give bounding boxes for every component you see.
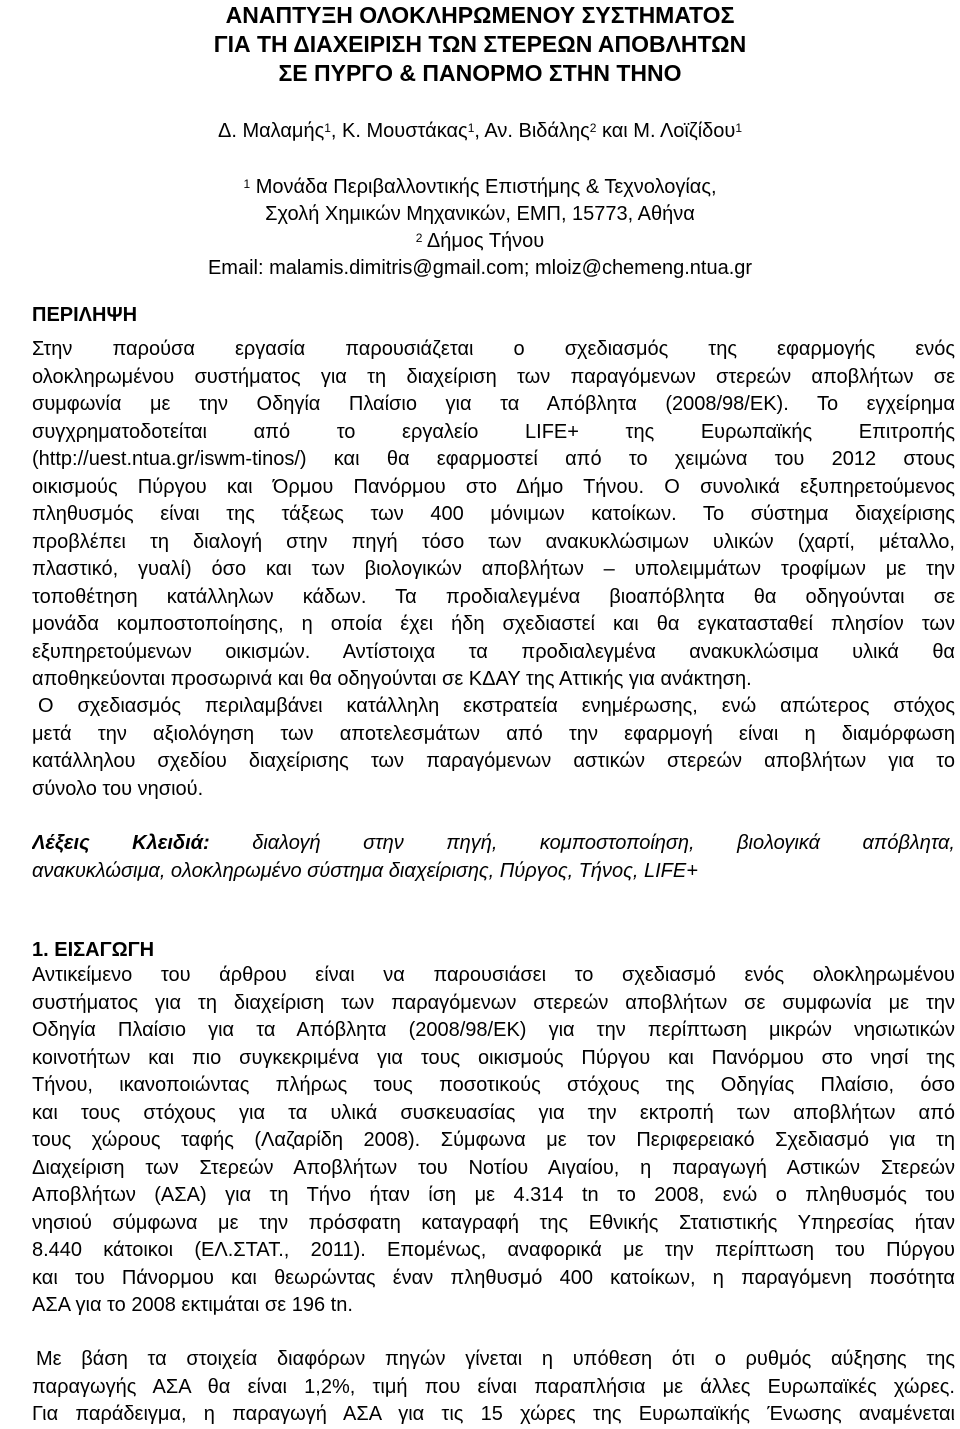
text-line: 8.440 κάτοικοι (ΕΛ.ΣΤΑΤ., 2011). Επομένως, αναφορικά με την περίπτωση του Πύργου — [32, 1239, 955, 1261]
text-line: μονάδα κομποστοποίησης, η οποία έχει ήδη σχεδιαστεί και θα εγκατασταθεί πλησίον των — [32, 613, 955, 635]
intro-heading: 1. ΕΙΣΑΓΩΓΗ — [32, 939, 155, 961]
affiliation-marker: 1 — [735, 121, 743, 135]
text-line: μετά την αξιολόγηση των αποτελεσμάτων από την εφαρμογή είναι η διαμόρφωση — [32, 722, 955, 745]
keywords-text: διαλογή στην πηγή, κομποστοποίηση, βιολογικά απόβλητα, — [209, 832, 955, 854]
author-name: , Κ. Μουστάκας — [330, 120, 468, 142]
abstract-paragraph-1 — [32, 336, 955, 694]
text-line: προβλέπει τη διαλογή στην πηγή τόσο των ανακυκλώσιμων υλικών (χαρτί, μέταλλο, — [32, 530, 955, 553]
text-line: κοινοτήτων και πιο συγκεκριμένα για τους οικισμούς Πύργου και Πανόρμου στο νησί της — [32, 1046, 955, 1069]
paper-title-line-1: ΑΝΑΠΤΥΞΗ ΟΛΟΚΛΗΡΩΜΕΝΟΥ ΣΥΣΤΗΜΑΤΟΣ — [225, 2, 735, 28]
affiliation-marker: 1 — [324, 121, 331, 135]
text-line: Για παράδειγμα, η παραγωγή ΑΣΑ για τις 15 χώρες της Ευρωπαϊκής Ένωσης αναμένεται — [32, 1403, 955, 1425]
text-line: αποθηκεύονται προσωρινά και θα οδηγούνται σε ΚΔΑΥ της Αττικής για ανάκτηση. — [32, 668, 752, 690]
text-line: συμφωνία με την Οδηγία Πλαίσιο για τα Απόβλητα (2008/98/ΕΚ). Το εγχείρημα — [32, 393, 955, 415]
text-line: Αποβλήτων (ΑΣΑ) για τη Τήνο ήταν ίση με 4.314 tn το 2008, ενώ ο πληθυσμός του — [32, 1184, 955, 1206]
text-line: τους χώρους ταφής (Λαζαρίδη 2008). Σύμφωνα με τον Περιφερειακό Σχεδιασμό για τη — [32, 1129, 955, 1151]
author-line — [0, 118, 960, 145]
author-name: Δ. Μαλαμής — [217, 120, 325, 142]
keywords — [32, 829, 955, 885]
text-line: Τήνου, ικανοποιώντας πλήρως τους ποσοτικούς στόχους της Οδηγίας Πλαίσιο, όσο — [32, 1074, 955, 1096]
text-line: Με βάση τα στοιχεία διαφόρων πηγών γίνεται η υπόθεση ότι ο ρυθμός αύξησης της — [36, 1348, 955, 1370]
abstract-heading: ΠΕΡΙΛΗΨΗ — [32, 304, 138, 326]
text-line: πλαστικό, γυαλί) όσο και των βιολογικών αποβλήτων – υπολειμμάτων τροφίμων με την — [32, 558, 955, 580]
text-line: παραγωγής ΑΣΑ θα είναι 1,2%, τιμή που είναι παραπλήσια με άλλες Ευρωπαϊκές χώρες. — [32, 1375, 955, 1398]
affiliation-1-line-1 — [0, 174, 960, 201]
text-line: Οδηγία Πλαίσιο για τα Απόβλητα (2008/98/ΕΚ) για την περίπτωση μικρών νησιωτικών — [32, 1019, 955, 1041]
affiliation-text: Μονάδα Περιβαλλοντικής Επιστήμης & Τεχνολογίας, — [250, 176, 717, 198]
intro-paragraph-1 — [32, 962, 955, 1320]
text-line: σύνολο του νησιού. — [32, 777, 204, 800]
author-name: , Αν. Βιδάλης — [474, 120, 590, 142]
text-line: οικισμούς Πύργου και Όρμου Πανόρμου στο Δήμο Τήνου. Ο συνολικά εξυπηρετούμενος — [32, 475, 955, 498]
text-line: και του Πάνορμου και θεωρώντας έναν πληθυσμό 400 κατοίκων, η παραγόμενη ποσότητα — [32, 1266, 955, 1289]
affiliation-marker: 2 — [415, 231, 423, 245]
text-line: συστήματος για τη διαχείριση των παραγόμενων στερεών αποβλήτων σε συμφωνία με την — [32, 991, 955, 1014]
keywords-line-1 — [32, 829, 955, 857]
text-line: τοποθέτηση κατάλληλων κάδων. Τα προδιαλεγμένα βιοαπόβλητα θα οδηγούνται σε — [32, 585, 955, 608]
intro-paragraph-2 — [32, 1346, 955, 1429]
affiliation-marker: 1 — [243, 177, 251, 191]
text-line: Διαχείριση των Στερεών Αποβλήτων του Νοτίου Αιγαίου, η παραγωγή Αστικών Στερεών — [32, 1156, 955, 1179]
text-line: Αντικείμενο του άρθρου είναι να παρουσιάσει το σχεδιασμό ενός ολοκληρωμένου — [32, 964, 955, 986]
text-line: νησιού σύμφωνα με την πρόσφατη καταγραφή της Εθνικής Στατιστικής Υπηρεσίας ήταν — [32, 1211, 955, 1234]
text-line: κατάλληλου σχεδίου διαχείρισης των παραγόμενων αστικών στερεών αποβλήτων για το — [32, 750, 955, 772]
abstract-paragraph-2 — [32, 693, 955, 803]
paper-title-line-3: ΣΕ ΠΥΡΓΟ & ΠΑΝΟΡΜΟ ΣΤΗΝ ΤΗΝΟ — [278, 60, 682, 86]
text-line: συγχρηματοδοτείται από το εργαλείο LIFE+ της Ευρωπαϊκής Επιτροπής — [32, 420, 955, 443]
affiliation-marker: 2 — [589, 121, 597, 135]
affiliation-marker: 1 — [467, 121, 475, 135]
text-line: ολοκληρωμένου συστήματος για τη διαχείριση των παραγόμενων στερεών αποβλήτων σε — [32, 365, 955, 388]
affiliation-text: Δήμος Τήνου — [422, 230, 545, 252]
keywords-label: Λέξεις Κλειδιά: — [32, 832, 210, 854]
paper-title-line-2: ΓΙΑ ΤΗ ΔΙΑΧΕΙΡΙΣΗ ΤΩΝ ΣΤΕΡΕΩΝ ΑΠΟΒΛΗΤΩΝ — [213, 31, 747, 57]
text-line: πληθυσμός είναι της τάξεως των 400 μόνιμων κατοίκων. Το σύστημα διαχείρισης — [32, 503, 955, 525]
affiliation-1-line-2: Σχολή Χημικών Μηχανικών, ΕΜΠ, 15773, Αθήνα — [265, 203, 695, 225]
text-line: (http://uest.ntua.gr/iswm-tinos/) και θα εφαρμοστεί από το χειμώνα του 2012 στους — [32, 448, 955, 470]
keywords-line-2: ανακυκλώσιμα, ολοκληρωμένο σύστημα διαχείρισης, Πύργος, Τήνος, LIFE+ — [32, 860, 698, 882]
text-line: Ο σχεδιασμός περιλαμβάνει κατάλληλη εκστρατεία ενημέρωσης, ενώ απώτερος στόχος — [38, 695, 955, 717]
author-name: και Μ. Λοϊζίδου — [596, 120, 736, 142]
text-line: και τους στόχους για τα υλικά συσκευασίας για την εκτροπή των αποβλήτων από — [32, 1101, 955, 1124]
text-line: εξυπηρετούμενων οικισμών. Αντίστοιχα τα προδιαλεγμένα ανακυκλώσιμα υλικά θα — [32, 640, 955, 663]
text-line: Στην παρούσα εργασία παρουσιάζεται ο σχεδιασμός της εφαρμογής ενός — [32, 338, 955, 360]
affiliation-2 — [0, 228, 960, 255]
text-line: ΑΣΑ για το 2008 εκτιμάται σε 196 tn. — [32, 1294, 353, 1316]
contact-email: Email: malamis.dimitris@gmail.com; mloiz@chemeng.ntua.gr — [207, 257, 753, 279]
